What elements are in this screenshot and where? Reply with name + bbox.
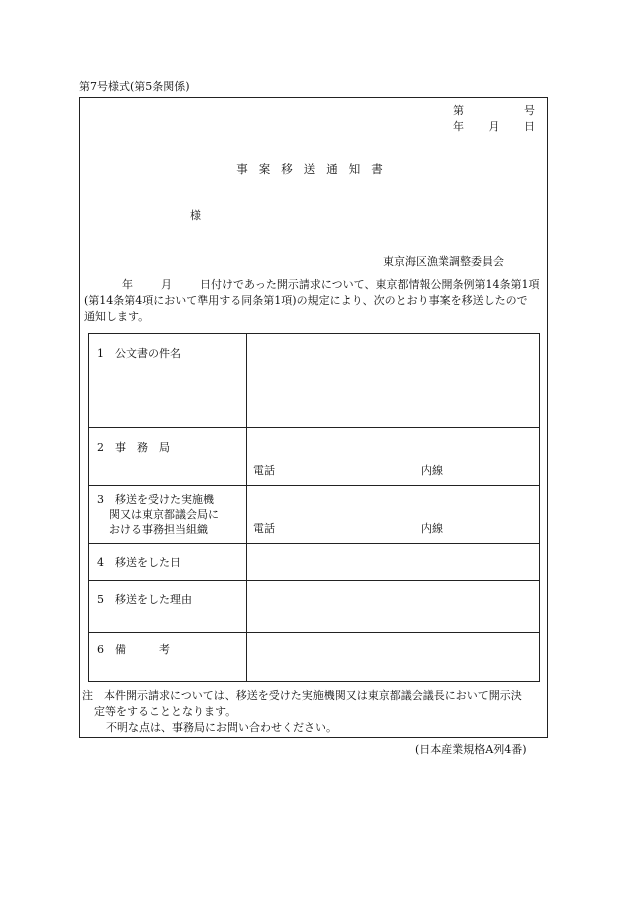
row-6-value[interactable] bbox=[247, 633, 540, 682]
document-number bbox=[453, 105, 535, 116]
note-line-1: 注 本件開示請求については、移送を受けた実施機関又は東京都議会議長において開示決 bbox=[82, 689, 522, 702]
row-3-value[interactable] bbox=[247, 486, 540, 544]
row-secretariat bbox=[89, 428, 540, 486]
extension-label: 内線 bbox=[421, 464, 443, 477]
document-title: 事案移送通知書 bbox=[236, 162, 394, 176]
row-2-phone-line bbox=[253, 462, 443, 478]
number-label-prefix: 第 bbox=[453, 104, 464, 117]
row-1-label: 1 公文書の件名 bbox=[89, 334, 247, 428]
date-year-label: 年 bbox=[453, 120, 464, 133]
row-3-label-line-1: 3 移送を受けた実施機 bbox=[97, 493, 214, 506]
date-month-label: 月 bbox=[488, 120, 500, 133]
row-3-label bbox=[89, 486, 247, 544]
row-3-label-line-3: おける事務担当組織 bbox=[109, 523, 208, 536]
body-line-1 bbox=[84, 277, 546, 293]
extension-label: 内線 bbox=[421, 522, 443, 535]
row-3-phone-line bbox=[253, 520, 443, 536]
row-6-label: 6 備 考 bbox=[89, 633, 247, 682]
notes bbox=[82, 688, 547, 736]
body-text bbox=[84, 277, 546, 325]
row-4-value[interactable] bbox=[247, 544, 540, 581]
note-line-2: 定等をすることとなります。 bbox=[94, 705, 237, 718]
row-5-value[interactable] bbox=[247, 581, 540, 633]
row-transfer-reason bbox=[89, 581, 540, 633]
row-remarks bbox=[89, 633, 540, 682]
paper-size-label: (日本産業規格A列4番) bbox=[415, 743, 527, 756]
row-3-label-line-2: 関又は東京都議会局に bbox=[109, 508, 219, 521]
row-receiving-organization bbox=[89, 486, 540, 544]
date-day-label: 日 bbox=[524, 120, 535, 133]
row-2-label: 2 事 務 局 bbox=[89, 428, 247, 486]
row-4-label: 4 移送をした日 bbox=[89, 544, 247, 581]
phone-label: 電話 bbox=[253, 464, 275, 477]
addressee-suffix: 様 bbox=[190, 209, 201, 222]
body-line-3: 通知します。 bbox=[84, 310, 150, 323]
row-2-value[interactable] bbox=[247, 428, 540, 486]
issuer-name: 東京海区漁業調整委員会 bbox=[383, 255, 504, 268]
body-month-label: 月 bbox=[161, 278, 172, 291]
number-label-suffix: 号 bbox=[524, 104, 535, 117]
row-document-subject bbox=[89, 334, 540, 428]
form-id: 第7号様式(第5条関係) bbox=[79, 80, 190, 93]
note-line-3: 不明な点は、事務局にお問い合わせください。 bbox=[106, 721, 337, 734]
body-line-2: (第14条第4項において準用する同条第1項)の規定により、次のとおり事案を移送したので bbox=[84, 294, 528, 307]
document-date bbox=[453, 121, 535, 132]
note-paragraph-1 bbox=[82, 688, 547, 720]
row-transfer-date bbox=[89, 544, 540, 581]
row-5-label: 5 移送をした理由 bbox=[89, 581, 247, 633]
body-text-line-1: 日付けであった開示請求について、東京都情報公開条例第14条第1項 bbox=[200, 278, 540, 291]
phone-label: 電話 bbox=[253, 522, 275, 535]
body-year-label: 年 bbox=[122, 278, 133, 291]
info-table bbox=[88, 333, 540, 682]
row-1-value[interactable] bbox=[247, 334, 540, 428]
